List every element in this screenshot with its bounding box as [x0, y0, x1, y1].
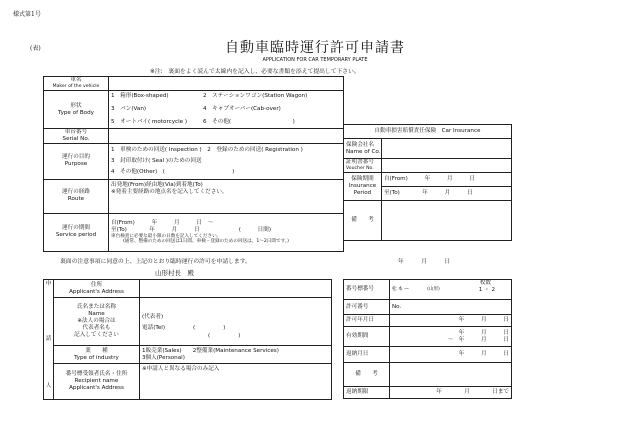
- body-type-option[interactable]: 1 箱形(Box-shaped): [111, 93, 169, 100]
- body-type-options[interactable]: [109, 91, 344, 129]
- office-remarks-label: 備 考: [344, 363, 390, 387]
- voucher-field[interactable]: [382, 159, 512, 173]
- industry-options[interactable]: 1販売業(Sales) 2整備業(Maintenance Services) 3個人(Personal): [140, 346, 332, 364]
- purpose-option[interactable]: 1 車検のための回送( Inspection ) 2 登録のための回送( Registration ): [111, 146, 303, 153]
- permit-date-field[interactable]: 年 月 日: [390, 315, 512, 327]
- permit-number-field[interactable]: No.: [390, 300, 512, 315]
- body-type-option[interactable]: 5 オートバイ( motorcycle ): [111, 118, 188, 125]
- recipient-field[interactable]: ※申請人と異なる場合のみ記入: [140, 364, 332, 400]
- recipient-label: 番号標受領者氏名・住所 Recipient name Applicant's Address: [54, 364, 140, 400]
- service-period-field[interactable]: 自(From) 年 月 日 ～ 至(To) 年 月 日 ( 日間) 車台検査に必要な最小限の日数を記入してください。 (通常、整備のための回送は1日間、車検・登録のための回送は、1～2日間です。): [109, 213, 344, 251]
- body-type-option[interactable]: 4 キャブオーバー(Cab-over): [203, 106, 281, 112]
- insurance-title: 自動車損害賠償責任保険 Car Insurance: [344, 125, 512, 139]
- office-use-table: [343, 279, 512, 399]
- form-side-label: (表): [30, 45, 41, 52]
- applicant-table: [43, 279, 332, 400]
- applicant-name-field[interactable]: (代表者) 電話(Tel) ( ) ( ): [140, 298, 332, 346]
- route-field[interactable]: 出発地(From)経由地(Via)到着地(To) ※発着主要経路の地点名を記入してください。: [109, 179, 344, 213]
- serial-field[interactable]: [109, 129, 344, 144]
- insurer-field[interactable]: [382, 139, 512, 159]
- applicant-name-label: 氏名または名称 Name ※法人の場合は 代表者名も 記入してください: [54, 298, 140, 346]
- purpose-option[interactable]: 4 その他(Other) ( ): [111, 168, 235, 175]
- permit-date-label: 許可年月日: [344, 315, 390, 327]
- declaration-text: 裏面の注意事項に同意の上、上記のとおり臨時運行の許可を申請します。: [60, 259, 251, 265]
- purpose-options[interactable]: [109, 143, 344, 179]
- office-remarks-field[interactable]: [390, 363, 512, 387]
- page-subtitle: APPLICATION FOR CAR TEMPORARY PLATE: [262, 57, 368, 63]
- declaration-date[interactable]: 年 月 日: [398, 259, 451, 265]
- address-field[interactable]: [140, 280, 332, 298]
- insurance-table: [343, 124, 512, 241]
- maker-label: 車名 Maker of the vehicle: [44, 77, 109, 91]
- body-type-option[interactable]: 3 バン(Van): [111, 106, 147, 112]
- insurance-from-field[interactable]: 自(From) 年 月 日: [382, 173, 512, 187]
- plate-number-field[interactable]: 枚数 松 本 ― (山形) 1 ・ 2: [390, 280, 512, 300]
- voucher-label: 証明書番号 Voucher No.: [344, 159, 382, 173]
- return-deadline-field[interactable]: 年 月 日まで: [390, 387, 512, 399]
- purpose-option[interactable]: 3 封印取付け( Seal )のための回送: [111, 157, 202, 164]
- serial-label: 車台番号 Serial No.: [44, 129, 109, 144]
- permit-number-label: 許可番号: [344, 300, 390, 315]
- address-label: 住所 Applicant's Address: [54, 280, 140, 298]
- industry-label: 業 種 Type of industry: [54, 346, 140, 364]
- insurance-remarks-label: 備 考: [344, 201, 382, 241]
- insurer-label: 保険会社名 Name of Co.: [344, 139, 382, 159]
- body-type-label: 形状 Type of Body: [44, 91, 109, 129]
- form-number: 様式第1号: [13, 11, 41, 18]
- maker-field[interactable]: [109, 77, 344, 91]
- tel-field[interactable]: 電話(Tel) ( ): [142, 324, 226, 331]
- service-period-label: 運行の期間 Service period: [44, 213, 109, 251]
- return-deadline-label: 返納期限: [344, 387, 390, 399]
- insurance-to-field[interactable]: 至(To) 年 月 日: [382, 187, 512, 201]
- instruction-note: ※注: 裏面をよく読んで太線内を記入し、必要な書類を添えて提出して下さい。: [150, 69, 360, 75]
- route-label: 運行の経路 Route: [44, 179, 109, 213]
- return-date-field[interactable]: 年 月 日: [390, 347, 512, 363]
- body-type-option[interactable]: 6 その他( ): [203, 118, 295, 125]
- plate-number-label: 番号標番号: [344, 280, 390, 300]
- insurance-period-label: 保険期間 Insurance Period: [344, 173, 382, 201]
- return-date-label: 返納月日: [344, 347, 390, 363]
- insurance-remarks-field[interactable]: [382, 201, 512, 241]
- vehicle-info-table: [43, 76, 344, 252]
- purpose-label: 運行の目的 Purpose: [44, 143, 109, 179]
- valid-period-field[interactable]: 年 月 日 ～ 年 月 日: [390, 327, 512, 347]
- valid-period-label: 有効期間: [344, 327, 390, 347]
- body-type-option[interactable]: 2 ステーションワゴン(Station Wagon): [203, 93, 308, 100]
- addressee: 山形村長 殿: [155, 269, 194, 277]
- page-title: 自動車臨時運行許可申請書: [225, 40, 405, 56]
- applicant-side-label: 申 請 人: [44, 280, 54, 400]
